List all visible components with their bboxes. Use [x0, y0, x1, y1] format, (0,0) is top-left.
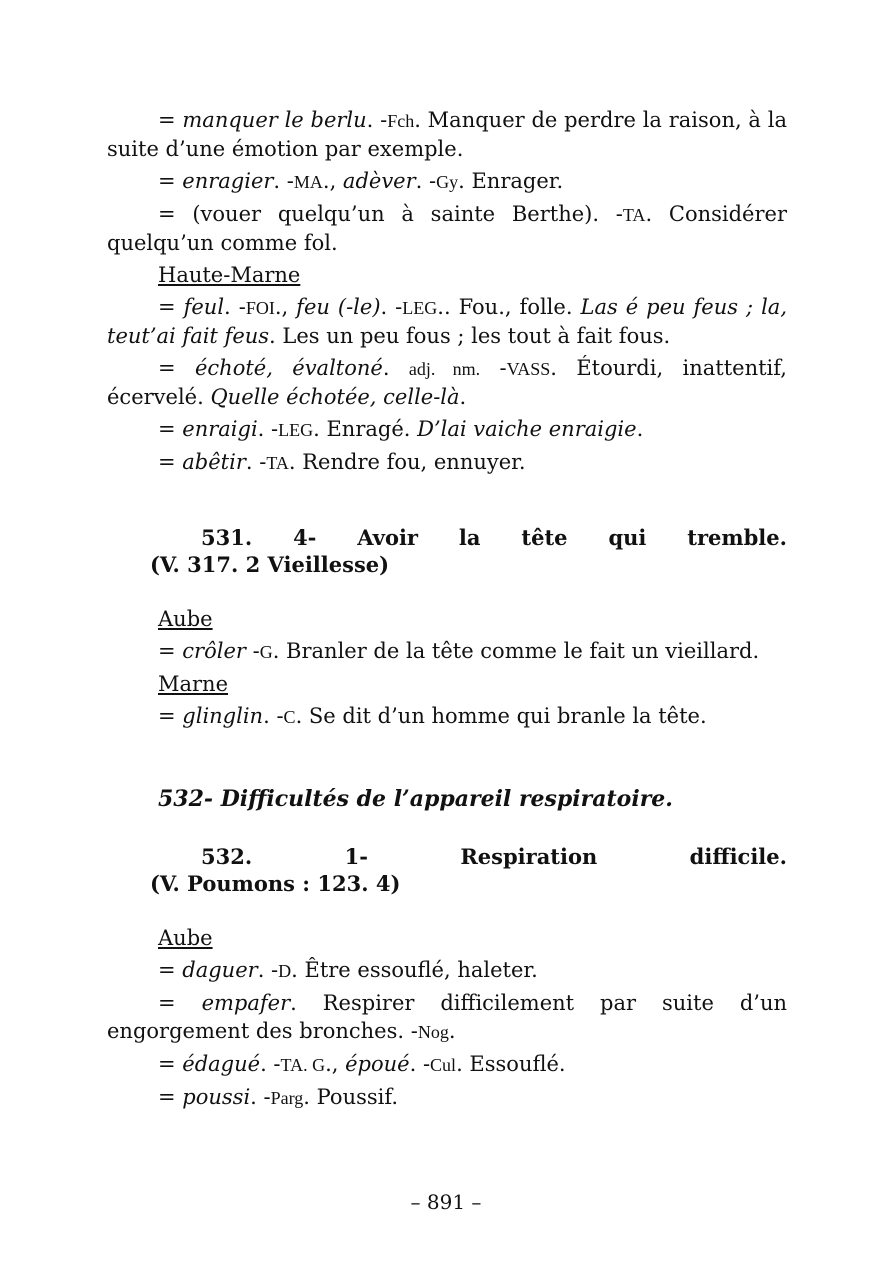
entry-punct: -	[245, 639, 260, 663]
entry-definition: . Enragé.	[313, 417, 418, 441]
heading-word: 4-	[293, 525, 317, 550]
entry-eq: =	[158, 450, 183, 474]
heading-532-line2: (V. Poumons : 123. 4)	[150, 871, 401, 896]
entry-eq: =	[158, 639, 183, 663]
entry-punct: .	[448, 1019, 456, 1043]
entries-block-1	[107, 106, 787, 481]
entry-poussi	[107, 1083, 787, 1112]
entry-glinglin	[107, 702, 787, 731]
entry-punct: . -	[415, 169, 437, 193]
entry-definition: .. Fou., folle.	[437, 295, 581, 319]
entry-punct: .	[382, 356, 409, 380]
entry-source: G	[259, 642, 273, 662]
entry-source: Gy	[436, 172, 459, 192]
heading-word: 1-	[344, 844, 368, 869]
entry-eq: =	[158, 1085, 183, 1109]
entry-term: édagué	[182, 1052, 261, 1076]
entry-definition: . Branler de la tête comme le fait un vieillard.	[272, 639, 760, 663]
entry-feul	[107, 293, 787, 350]
heading-word: 532.	[201, 844, 253, 869]
entry-term: échoté, évaltoné	[194, 356, 383, 380]
entry-punct: . -	[250, 1085, 271, 1109]
entry-enraigi	[107, 415, 787, 444]
entry-punct: -	[480, 356, 507, 380]
entry-source: TA. G	[280, 1055, 326, 1075]
heading-532-line1	[150, 843, 787, 870]
entry-eq: =	[158, 108, 183, 132]
entry-punct: .,	[274, 295, 297, 319]
entry-term: enraigi	[182, 417, 258, 441]
entry-manquer-le-berlu	[107, 106, 787, 163]
entry-source: C	[283, 707, 296, 727]
entry-definition: . Enrager.	[458, 169, 564, 193]
entry-definition: . Étourdi, inattentif, écervelé.	[107, 356, 787, 409]
region-heading: Aube	[158, 607, 213, 631]
entry-punct: . -	[257, 958, 279, 982]
entry-example: D’lai vaiche enraigie	[417, 417, 637, 441]
entry-source: LEG	[278, 420, 314, 440]
entry-enragier	[107, 167, 787, 196]
entry-term: époué	[345, 1052, 410, 1076]
entry-term: poussi	[182, 1085, 251, 1109]
entry-term: daguer	[182, 958, 258, 982]
entry-punct: . -	[260, 1052, 281, 1076]
heading-word: tête	[521, 525, 568, 550]
entry-empafer	[107, 989, 787, 1046]
heading-word: tremble.	[687, 525, 787, 550]
entry-definition: . Considérer quelqu’un comme fol.	[107, 202, 787, 255]
entry-source: Cul	[430, 1055, 457, 1075]
entry-eq: =	[158, 704, 183, 728]
entry-example: Quelle échotée, celle-là	[210, 385, 460, 409]
entry-edague	[107, 1050, 787, 1079]
entry-eq: =	[158, 958, 183, 982]
entry-source: Fch	[387, 111, 415, 131]
entry-definition: . Essouflé.	[456, 1052, 566, 1076]
region-heading: Haute-Marne	[158, 263, 301, 287]
entry-definition: . Être essouflé, haleter.	[291, 958, 538, 982]
entry-punct: . -	[409, 1052, 431, 1076]
entry-term: glinglin	[182, 704, 264, 728]
entry-punct: . -	[224, 295, 246, 319]
entry-source: D	[278, 961, 292, 981]
entry-punct: . -	[245, 450, 267, 474]
entry-eq: =	[158, 1052, 183, 1076]
entry-source: TA	[266, 453, 289, 473]
entry-punct: . -	[273, 169, 294, 193]
heading-word: qui	[608, 525, 647, 550]
entry-definition: . Se dit d’un homme qui branle la tête.	[295, 704, 707, 728]
entry-term: enragier	[182, 169, 274, 193]
entry-punct: .	[636, 417, 644, 441]
heading-531	[150, 524, 787, 578]
region-heading: Aube	[158, 926, 213, 950]
entry-term: empafer	[201, 991, 291, 1015]
entry-source: FOI	[245, 298, 275, 318]
entry-source: Nog	[417, 1022, 449, 1042]
entry-punct: .,	[322, 169, 343, 193]
heading-word: la	[458, 525, 481, 550]
entry-eq: =	[158, 991, 202, 1015]
heading-word: Avoir	[357, 525, 418, 550]
entry-source: Parg	[270, 1088, 304, 1108]
entry-term: adèver	[342, 169, 416, 193]
entry-punct: .,	[325, 1052, 346, 1076]
entry-punct: . -	[263, 704, 284, 728]
heading-word: 531.	[201, 525, 253, 550]
entries-block-3	[107, 924, 787, 1116]
entry-definition: . Manquer de perdre la raison, à la suite d’une émotion par exemple.	[107, 108, 787, 161]
entries-block-2	[107, 605, 787, 735]
entry-punct: . -	[380, 295, 403, 319]
entry-source: MA	[293, 172, 323, 192]
entry-eq: =	[158, 295, 184, 319]
entry-croler	[107, 637, 787, 666]
entry-definition: . Poussif.	[303, 1085, 399, 1109]
heading-532	[150, 843, 787, 897]
entry-source: VASS	[506, 359, 551, 379]
heading-word: Respiration	[460, 844, 598, 869]
entry-definition: . Rendre fou, ennuyer.	[288, 450, 526, 474]
entry-eq: =	[158, 417, 183, 441]
entry-eq: =	[158, 356, 195, 380]
page-number: – 891 –	[410, 1190, 482, 1214]
heading-word: difficile.	[689, 844, 787, 869]
entry-term: feu (-le)	[296, 295, 381, 319]
entry-punct: . -	[366, 108, 388, 132]
entry-translation: . Les un peu fous ; les tout à fait fous.	[269, 324, 671, 348]
entry-punct: . -	[257, 417, 279, 441]
region-heading: Marne	[158, 672, 229, 696]
entry-definition: . Respirer difficilement par suite d’un engorgement des bronches. -	[107, 991, 787, 1043]
entry-echote	[107, 354, 787, 411]
entry-text: = (vouer quelqu’un à sainte Berthe). -	[158, 202, 623, 226]
entry-term: feul	[183, 295, 225, 319]
entry-eq: =	[158, 169, 183, 193]
entry-term: abêtir	[182, 450, 246, 474]
entry-term: manquer le berlu	[182, 108, 367, 132]
entry-source: TA	[622, 205, 646, 225]
heading-531-line2: (V. 317. 2 Vieillesse)	[150, 552, 390, 577]
entry-abetir	[107, 448, 787, 477]
entry-punct: .	[459, 385, 467, 409]
entry-example: Las é peu feus ; la, teut’ai fait feus	[107, 295, 787, 348]
heading-531-line1	[150, 524, 787, 551]
entry-grammar: adj. nm.	[408, 359, 481, 379]
entry-daguer	[107, 956, 787, 985]
section-title-532: 532- Difficultés de l’appareil respiratoire.	[158, 786, 673, 812]
entry-vouer-sainte-berthe	[107, 200, 787, 257]
entry-term: crôler	[182, 639, 246, 663]
entry-source: LEG	[402, 298, 438, 318]
